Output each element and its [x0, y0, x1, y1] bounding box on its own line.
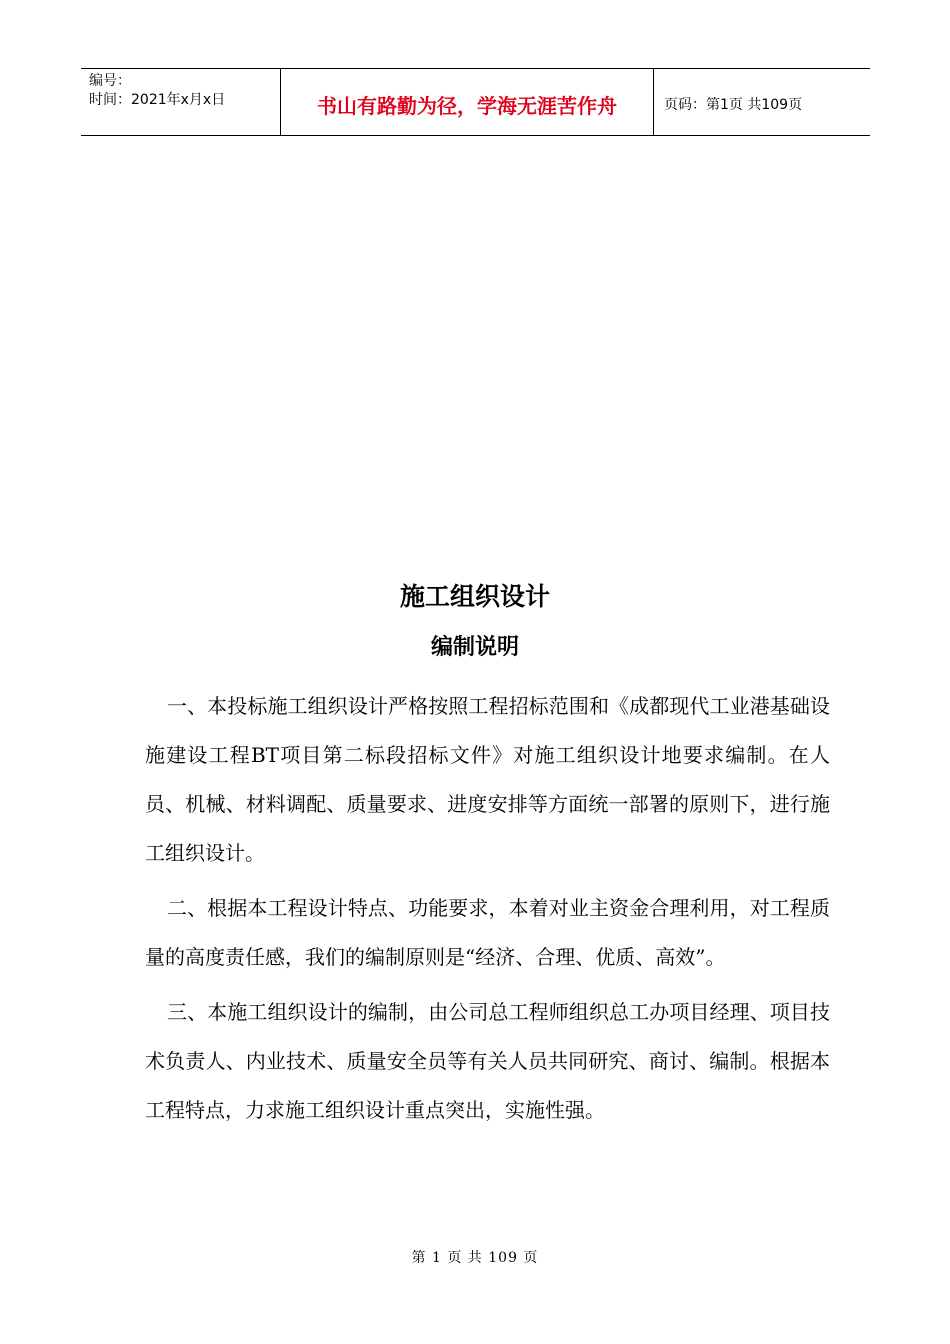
document-date-label: 时间：2021年x月x日	[89, 92, 226, 108]
page-footer: 第 1 页 共 109 页	[411, 1250, 539, 1266]
paragraph: 二、根据本工程设计特点、功能要求，本着对业主资金合理利用，对工程质量的高度责任感，我们的编制原则是“经济、合理、优质、高效”。	[145, 896, 830, 969]
document-body	[145, 682, 830, 1141]
header-meta-cell	[81, 69, 281, 135]
paragraph: 一、本投标施工组织设计严格按照工程招标范围和《成都现代工业港基础设施建设工程BT项目第二标段招标文件》对施工组织设计地要求编制。在人员、机械、材料调配、质量要求、进度安排等方面统一部署的原则下，进行施工组织设计。	[145, 694, 830, 865]
header-table	[81, 68, 870, 136]
header-page-info: 页码：第1页 共109页	[664, 97, 803, 113]
paragraph: 三、本施工组织设计的编制，由公司总工程师组织总工办项目经理、项目技术负责人、内业技术、质量安全员等有关人员共同研究、商讨、编制。根据本工程特点，力求施工组织设计重点突出，实施性强。	[145, 1000, 830, 1122]
header-motto: 书山有路勤为径，学海无涯苦作舟	[281, 69, 654, 135]
document-title: 施工组织设计	[399, 582, 550, 611]
document-number-label: 编号：	[89, 73, 131, 89]
document-subtitle: 编制说明	[430, 635, 519, 660]
